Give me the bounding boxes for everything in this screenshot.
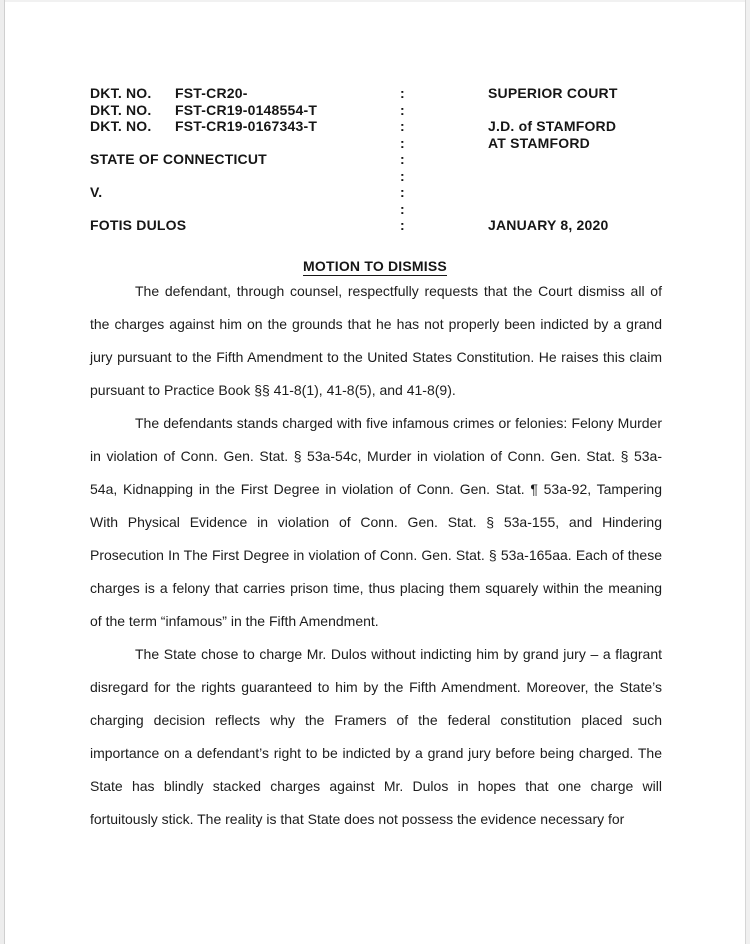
body-paragraph: The defendant, through counsel, respectfully requests that the Court dismiss all of the charges against him on the grounds that he has not properly been indicted by a grand jury pursuant to the Fifth Amendment to the United States Constitution. He raises this claim pursuant to Practice Book §§ 41-8(1), 41-8(5), and 41-8(9). (90, 283, 662, 398)
caption-row (90, 168, 662, 185)
docket-number: FST-CR20- (175, 85, 248, 101)
body-paragraph: The defendants stands charged with five infamous crimes or felonies: Felony Murder in violation of Conn. Gen. Stat. § 53a-54c, Murder in violation of Conn. Gen. Stat. § 53a-54a, Kidnapping in the First Degree in violation of Conn. Gen. Stat. ¶ 53a-92, Tampering With Physical Evidence in violation of Conn. Gen. Stat. § 53a-155, and Hindering Prosecution In The First Degree in violation of Conn. Gen. Stat. § 53a-165aa. Each of these charges is a felony that carries prison time, thus placing them squarely within the meaning of the term “infamous” in the Fifth Amendment. (90, 415, 662, 629)
docket-label: DKT. NO. (90, 85, 152, 101)
case-caption (90, 85, 662, 234)
caption-separator-colon: : (400, 217, 405, 233)
caption-separator-colon: : (400, 151, 405, 167)
caption-row (90, 184, 662, 201)
judicial-district-line2: AT STAMFORD (488, 134, 590, 151)
docket-number: FST-CR19-0167343-T (175, 118, 318, 134)
court-name: SUPERIOR COURT (488, 85, 618, 101)
versus-label: V. (90, 184, 103, 200)
caption-row (90, 118, 662, 135)
plaintiff-name: STATE OF CONNECTICUT (90, 151, 267, 167)
caption-separator-colon: : (400, 118, 405, 134)
caption-separator-colon: : (400, 134, 405, 151)
caption-row (90, 201, 662, 218)
page-top-edge (0, 0, 750, 2)
page-left-edge (0, 0, 5, 944)
motion-body (90, 275, 662, 836)
body-paragraph: The State chose to charge Mr. Dulos without indicting him by grand jury – a flagrant disregard for the rights guaranteed to him by the Fifth Amendment. Moreover, the State’s charging decision reflects why the Framers of the federal constitution placed such importance on a defendant’s right to be indicted by a grand jury before being charged. The State has blindly stacked charges against Mr. Dulos in hopes that one charge will fortuitously stick. The reality is that State does not possess the evidence necessary for (90, 646, 662, 827)
docket-entry (90, 102, 400, 119)
caption-separator-colon: : (400, 101, 405, 118)
judicial-district-line1: J.D. of STAMFORD (488, 118, 617, 134)
caption-separator-colon: : (400, 184, 405, 200)
docket-label: DKT. NO. (90, 101, 152, 118)
caption-separator-colon: : (400, 167, 405, 184)
caption-separator-colon: : (400, 85, 405, 101)
docket-entry (90, 85, 400, 102)
defendant-name: FOTIS DULOS (90, 217, 187, 233)
docket-label: DKT. NO. (90, 118, 152, 134)
caption-separator-colon: : (400, 200, 405, 217)
motion-title (0, 258, 750, 274)
docket-entry (90, 118, 400, 135)
page-right-edge (745, 0, 750, 944)
caption-row (90, 217, 662, 234)
caption-row (90, 135, 662, 152)
caption-row (90, 102, 662, 119)
caption-row (90, 151, 662, 168)
motion-title-text: MOTION TO DISMISS (303, 258, 447, 275)
filing-date: JANUARY 8, 2020 (488, 217, 609, 233)
docket-number: FST-CR19-0148554-T (175, 101, 318, 118)
caption-row (90, 85, 662, 102)
